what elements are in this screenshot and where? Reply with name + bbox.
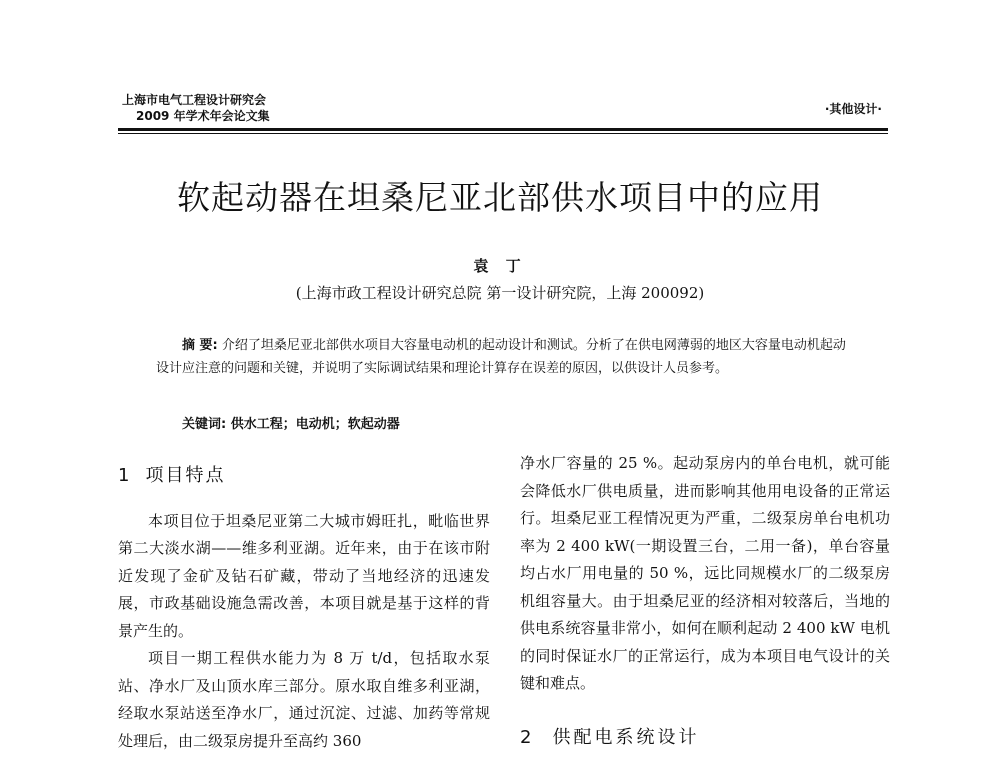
right-column — [520, 450, 890, 751]
section-2-heading — [520, 724, 890, 752]
keywords-text: 供水工程；电动机；软起动器 — [230, 417, 400, 432]
section-1-paragraph-1: 本项目位于坦桑尼亚第二大城市姆旺扎，毗临世界第二大淡水湖——维多利亚湖。近年来，由于在该市附近发现了金矿及钻石矿藏，带动了当地经济的迅速发展，市政基础设施急需改善，本项目就是基于这样的背景产生的。 — [118, 511, 490, 640]
right-column-paragraph: 净水厂容量的 25 %。起动泵房内的单台电机，就可能会降低水厂供电质量，进而影响其他用电设备的正常运行。坦桑尼亚工程情况更为严重，二级泵房单台电机功率为 2 400 kW(一期设置三台，二用一备)，单台容量均占水厂用电量的 50 %，远比同规模水厂的二级泵房机组容量大。由于坦桑尼亚的经济相对较落后，当地的供电系统容量非常小，如何在顺利起动 2 400 kW 电机的同时保证水厂的正常运行，成为本项目电气设计的关键和难点。 — [520, 454, 890, 692]
left-column — [118, 454, 490, 755]
journal-org-line: 上海市电气工程设计研究会 — [122, 93, 267, 107]
abstract — [156, 334, 856, 380]
section-1-title: 项目特点 — [145, 465, 226, 486]
section-category: ·其他设计· — [824, 102, 882, 116]
abstract-text: 介绍了坦桑尼亚北部供水项目大容量电动机的起动设计和测试。分析了在供电网薄弱的地区大容量电动机起动设计应注意的问题和关键，并说明了实际调试结果和理论计算存在误差的原因，以供设计人员参考。 — [156, 338, 846, 376]
journal-issue-line: 2009 年学术年会论文集 — [136, 109, 270, 123]
author-affiliation: (上海市政工程设计研究总院 第一设计研究院，上海 200092) — [295, 284, 705, 302]
paper-author: 袁 丁 — [473, 257, 527, 275]
section-1-number: 1 — [118, 465, 132, 486]
section-1-heading — [118, 462, 490, 490]
header-rule-thin — [118, 133, 888, 134]
abstract-label: 摘 要: — [182, 338, 218, 353]
section-2-title: 供配电系统设计 — [552, 726, 700, 748]
header-rule-thick — [118, 128, 888, 131]
paper-title: 软起动器在坦桑尼亚北部供水项目中的应用 — [177, 178, 823, 217]
section-1-paragraph-2: 项目一期工程供水能力为 8 万 t/d，包括取水泵站、净水厂及山顶水库三部分。原水取自维多利亚湖，经取水泵站送至净水厂，通过沉淀、过滤、加药等常规处理后，由二级泵房提升至高约 360 — [118, 649, 490, 750]
journal-header — [122, 92, 270, 124]
keywords-label: 关键词: — [182, 417, 227, 432]
section-2-number: 2 — [520, 726, 535, 748]
keywords — [182, 413, 400, 432]
